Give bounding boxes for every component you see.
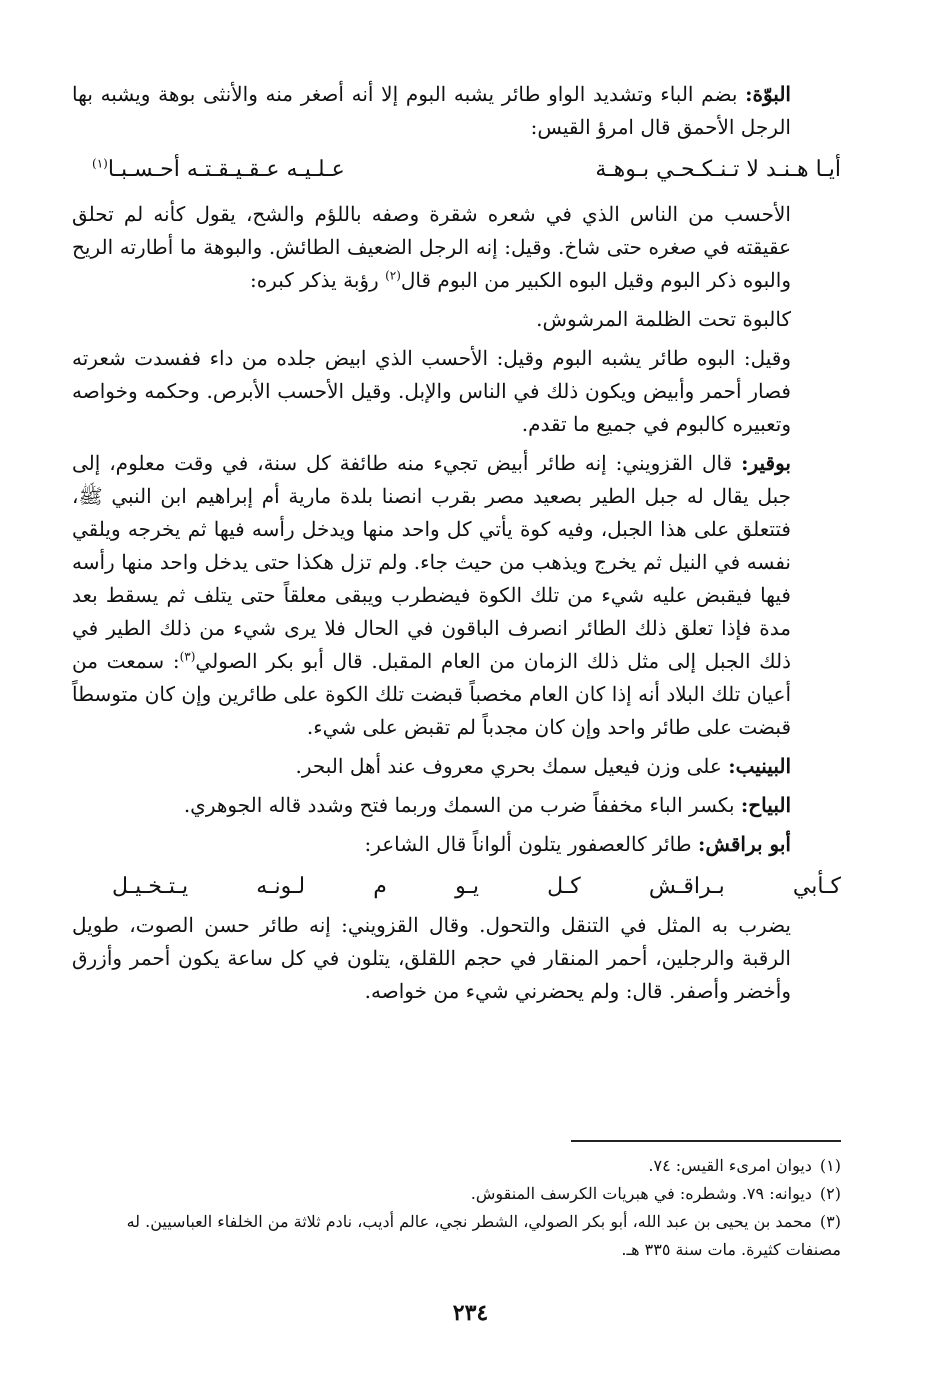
paragraph-abu-baraqish-desc: يضرب به المثل في التنقل والتحول. وقال القزويني: إنه طائر حسن الصوت، طويل الرقبة والرجلين، أحمر المنقار في حجم اللقلق، يتلون في كل ساعة يكون أحمر وأزرق وأخضر وأصفر. قال: ولم يحضرني شيء من خواصه.	[72, 913, 791, 1003]
footnote-number: (٢)	[819, 1184, 841, 1203]
footnote-ref-2: (٢)	[385, 268, 401, 283]
entry-term: بوقير:	[741, 451, 791, 475]
footnote-text: ديوانه: ٧٩. وشطره: في هبريات الكرسف المنقوش.	[470, 1184, 812, 1203]
verse-imru-al-qais	[72, 150, 841, 190]
verse-word: يـتـخـيـل	[112, 874, 189, 899]
entry-albayyah	[72, 789, 841, 822]
verse-second-hemistich-text: عـلـيـه عـقـيـقـتـه أحـسـبـا	[107, 157, 345, 182]
footnote-separator	[571, 1140, 841, 1142]
footnote-text: ديوان امرىء القيس: ٧٤.	[648, 1156, 812, 1175]
verse-ruba: كالبوة تحت الظلمة المرشوش.	[536, 307, 791, 331]
entry-text-cont: : سمعت من أعيان تلك البلاد أنه إذا كان العام مخصباً قبضت تلك الكوة على طائرين وإن كان متوسطاً قبضت على طائر واحد وإن كان مجدباً لم تقبض على شيء.	[72, 649, 791, 739]
entry-text: بضم الباء وتشديد الواو طائر يشبه البوم إلا أنه أصغر منه والأنثى بوهة ويشبه بها الرجل الأحمق قال امرؤ القيس:	[72, 82, 791, 139]
footnote-number: (١)	[819, 1156, 841, 1175]
entry-albuwwa	[72, 78, 841, 144]
verse-word: م	[373, 874, 387, 899]
footnote-text: محمد بن يحيى بن عبد الله، أبو بكر الصولي، الشطر نجي، عالم أديب، نادم ثلاثة من الخلفاء العباسيين. له مصنفات كثيرة. مات سنة ٣٣٥ هـ.	[126, 1212, 841, 1259]
entry-text: طائر كالعصفور يتلون ألواناً قال الشاعر:	[364, 832, 698, 856]
footnote-ref-1: (١)	[92, 156, 108, 171]
paragraph-albuh: وقيل: البوه طائر يشبه البوم وقيل: الأحسب الذي ابيض جلده من داء ففسدت شعرته فصار أحمر وأبيض ويكون ذلك في الناس والإبل. وقيل الأحسب الأبرص. وحكمه وخواصه وتعبيره كالبوم في جميع ما تقدم.	[72, 346, 791, 436]
verse-word: كـأبي	[792, 874, 841, 899]
page-number: ٢٣٤	[452, 1300, 489, 1326]
verse-word: يـو	[455, 874, 479, 899]
entry-buqir	[72, 447, 841, 744]
entry-abu-baraqish	[72, 828, 841, 861]
footnote-3	[90, 1208, 841, 1264]
entry-text: بكسر الباء مخففاً ضرب من السمك وربما فتح وشدد قاله الجوهري.	[183, 793, 741, 817]
footnote-ref-3: (٣)	[179, 649, 196, 664]
verse-abu-baraqish	[72, 867, 841, 907]
footnote-2	[90, 1180, 841, 1208]
verse-second-hemistich	[92, 150, 345, 190]
verse-word: لـونـه	[256, 874, 306, 899]
entry-text: على وزن فيعيل سمك بحري معروف عند أهل البحر.	[295, 754, 729, 778]
paragraph-text: الأحسب من الناس الذي في شعره شقرة وصفه باللؤم والشح، يقول كأنه لم تحلق عقيقته في صغره حتى شاخ. وقيل: إنه الرجل الضعيف الطائش. والبوهة ما أطارته الريح والبوه ذكر البوم وقيل البوه الكبير من البوم قال	[72, 202, 791, 292]
entry-term: البياح:	[740, 793, 791, 817]
entry-term: البينيب:	[728, 754, 791, 778]
entry-term: البوّة:	[745, 82, 791, 106]
entry-albaynib	[72, 750, 841, 783]
footnote-1	[90, 1152, 841, 1180]
verse-first-hemistich: أيـا هـنـد لا تـنـكـحـي بـوهـة	[595, 157, 841, 182]
footnote-number: (٣)	[819, 1212, 841, 1231]
paragraph-ahsab	[72, 198, 841, 297]
entry-term: أبو براقش:	[697, 832, 791, 856]
verse-word: بـراقـش	[648, 874, 725, 899]
footnotes	[90, 1152, 841, 1264]
verse-word: كـل	[547, 874, 581, 899]
paragraph-text-cont: رؤبة يذكر كبره:	[249, 268, 386, 292]
entry-text: قال القزويني: إنه طائر أبيض تجيء منه طائفة كل سنة، في وقت معلوم، إلى جبل يقال له جبل الطير بصعيد مصر بقرب انصنا بلدة مارية أم إبراهيم ابن النبي ﷺ، فتتعلق على هذا الجبل، وفيه كوة يأتي كل واحد منها ويدخل رأسه فيها ثم يخرجه ويلقي نفسه في النيل ثم يخرج ويذهب من حيث جاء. ولم تزل هكذا حتى يدخل واحد منها رأسه فيها فيقبض عليه شيء من تلك الكوة فيضطرب ويبقى معلقاً حتى يتلف ثم يسقط بعد مدة فإذا تعلق ذلك الطائر انصرف الباقون في الحال فلا يرى شيء من ذلك الطير في ذلك الجبل إلى مثل ذلك الزمان من العام المقبل. قال أبو بكر الصولي	[72, 451, 791, 673]
